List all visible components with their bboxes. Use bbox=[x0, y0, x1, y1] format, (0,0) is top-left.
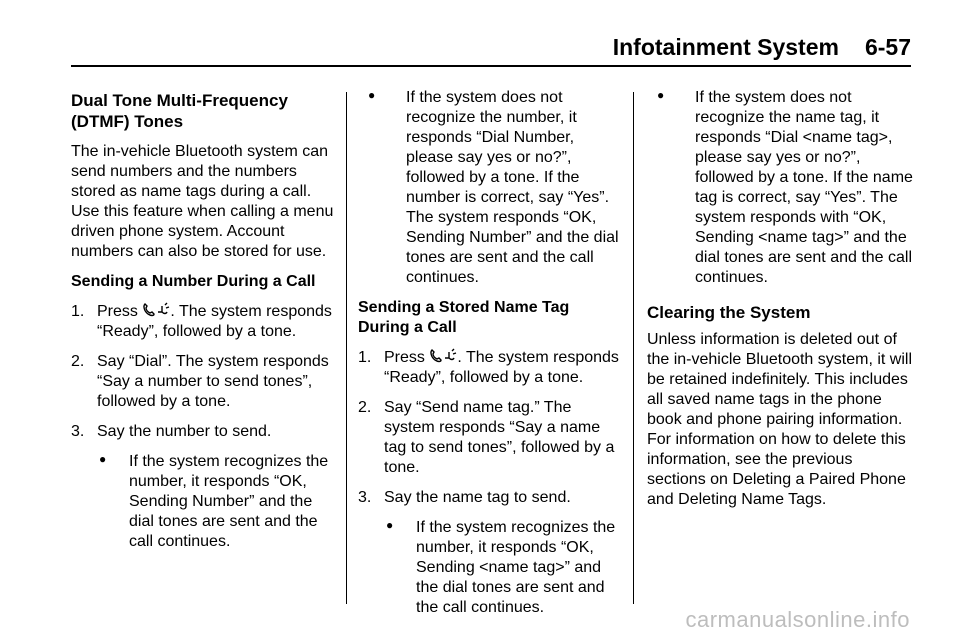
step-text: Say “Send name tag.” The system responds “Say a name tag to send tones”, followed by a tone. bbox=[384, 399, 615, 476]
column-1 bbox=[71, 88, 339, 562]
step-item bbox=[358, 348, 620, 388]
step-item bbox=[358, 398, 620, 478]
paragraph: The in-vehicle Bluetooth system can send numbers and the numbers stored as name tags during a call. Use this feature when calling a menu driven phone system. Account numbers can also be stored for use. bbox=[71, 143, 334, 260]
bullet-item bbox=[386, 518, 620, 618]
page-header bbox=[613, 34, 911, 61]
bullet-text: If the system recognizes the number, it responds “OK, Sending <name tag>” and the dial tones are sent and the call continues. bbox=[416, 519, 616, 616]
step-number: 1. bbox=[71, 303, 85, 320]
step-text: Press . The system responds “Ready”, followed by a tone. bbox=[97, 303, 332, 340]
section-title: Infotainment System bbox=[612, 34, 839, 60]
step-text: Say the number to send. bbox=[97, 423, 272, 440]
step-item bbox=[71, 302, 339, 342]
step-number: 3. bbox=[71, 423, 85, 440]
step-text: Say “Dial”. The system responds “Say a number to send tones”, followed by a tone. bbox=[97, 353, 329, 410]
column-3 bbox=[647, 88, 915, 520]
step-item bbox=[71, 422, 339, 442]
step-number: 3. bbox=[358, 489, 372, 506]
voice-icon bbox=[156, 302, 170, 318]
bullet-text: If the system recognizes the number, it responds “OK, Sending Number” and the dial tones are sent and the call continues. bbox=[129, 453, 329, 550]
bullet-text: If the system does not recognize the number, it responds “Dial Number, please say yes or no?”, followed by a tone. If the number is correct, say “Yes”. The system responds “OK, Sending Number” and the dial tones are sent and the call continues. bbox=[406, 89, 619, 286]
column-2 bbox=[358, 88, 620, 628]
paragraph: Unless information is deleted out of the in-vehicle Bluetooth system, it will be retained indefinitely. This includes all saved name tags in the phone book and phone pairing information. For information on how to delete this information, see the previous sections on Deleting a Paired Phone and Deleting Name Tags. bbox=[647, 331, 912, 508]
section-heading-dtmf: Dual Tone Multi-Frequency (DTMF) Tones bbox=[71, 91, 288, 131]
subheading: Sending a Stored Name Tag During a Call bbox=[358, 299, 570, 336]
step-item bbox=[358, 488, 620, 508]
step-number: 2. bbox=[358, 399, 372, 416]
bullet-item bbox=[358, 88, 620, 288]
bullet-dot-icon: ● bbox=[386, 518, 394, 532]
bullet-dot-icon: ● bbox=[657, 88, 665, 102]
phone-icon bbox=[429, 348, 443, 364]
step-item bbox=[71, 352, 339, 412]
bullet-dot-icon: ● bbox=[368, 88, 376, 102]
header-rule bbox=[71, 65, 911, 67]
page-number: 6-57 bbox=[864, 34, 911, 60]
subheading: Sending a Number During a Call bbox=[71, 273, 316, 290]
column-divider bbox=[633, 92, 634, 604]
bullet-text: If the system does not recognize the name tag, it responds “Dial <name tag>, please say yes or no?”, followed by a tone. If the name tag is correct, say “Yes”. The system responds with “OK, Sending <name tag>” and the dial tones are sent and the call continues. bbox=[695, 89, 913, 286]
watermark: carmanualsonline.info bbox=[685, 607, 910, 632]
section-heading-clearing: Clearing the System bbox=[647, 303, 811, 322]
step-text: Say the name tag to send. bbox=[384, 489, 571, 506]
step-number: 2. bbox=[71, 353, 85, 370]
bullet-dot-icon: ● bbox=[99, 452, 107, 466]
bullet-item bbox=[647, 88, 915, 288]
voice-icon bbox=[443, 348, 457, 364]
step-number: 1. bbox=[358, 349, 372, 366]
column-divider bbox=[346, 92, 347, 604]
bullet-item bbox=[99, 452, 339, 552]
step-text: Press . The system responds “Ready”, followed by a tone. bbox=[384, 349, 619, 386]
phone-icon bbox=[142, 302, 156, 318]
